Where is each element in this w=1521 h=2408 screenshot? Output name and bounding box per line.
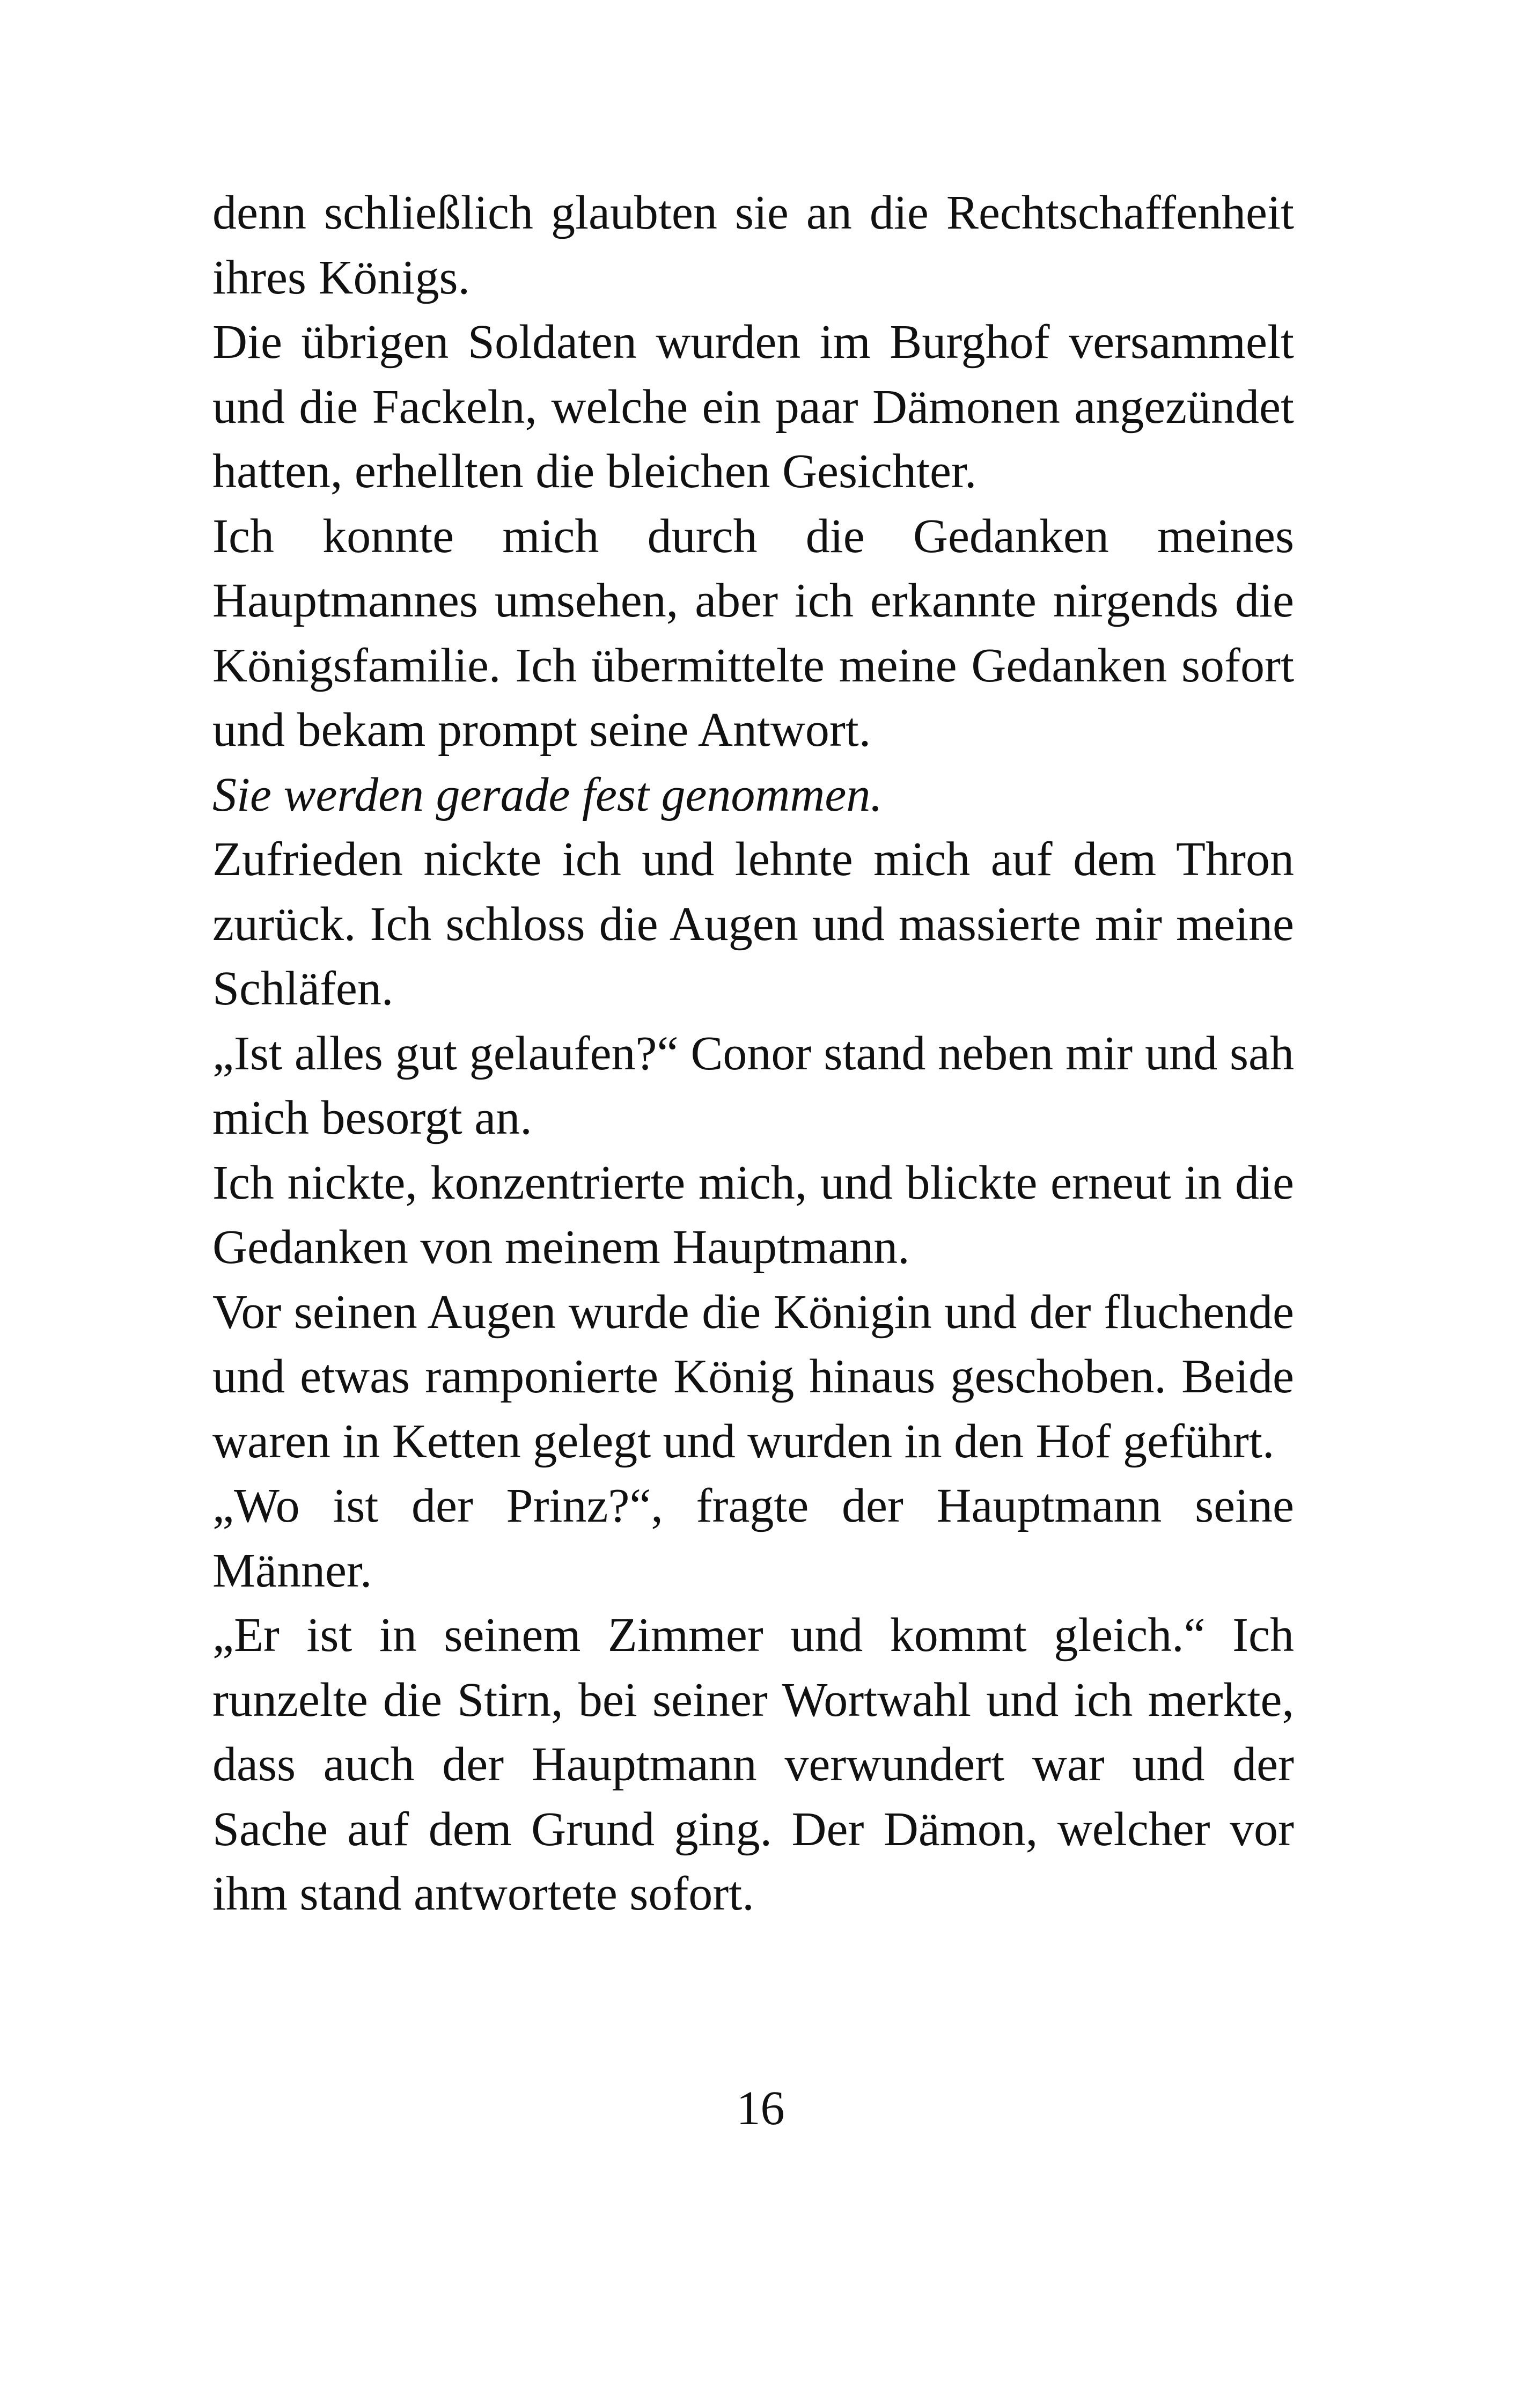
paragraph: Ich nickte, konzentrierte mich, und blickte erneut in die Gedanken von meinem Hauptmann. [212, 1156, 1294, 1274]
page-number: 16 [736, 2082, 785, 2135]
paragraph-italic-thought: Sie werden gerade fest genommen. [212, 768, 883, 821]
paragraph: „Ist alles gut gelaufen?“ Conor stand neben mir und sah mich besorgt an. [212, 1026, 1294, 1144]
body-text [212, 181, 1294, 1927]
paragraph: Die übrigen Soldaten wurden im Burghof versammelt und die Fackeln, welche ein paar Dämonen angezündet hatten, erhellten die bleichen Gesichter. [212, 315, 1294, 498]
paragraph: „Wo ist der Prinz?“, fragte der Hauptmann seine Männer. [212, 1479, 1294, 1597]
paragraph: Ich konnte mich durch die Gedanken meines Hauptmannes umsehen, aber ich erkannte nirgends die Königsfamilie. Ich übermittelte meine Gedanken sofort und bekam prompt seine Antwort. [212, 509, 1294, 757]
paragraph: Zufrieden nickte ich und lehnte mich auf dem Thron zurück. Ich schloss die Augen und massierte mir meine Schläfen. [212, 833, 1294, 1015]
paragraph: denn schließlich glaubten sie an die Rechtschaffenheit ihres Königs. [212, 186, 1294, 304]
paragraph: „Er ist in seinem Zimmer und kommt gleich.“ Ich runzelte die Stirn, bei seiner Wortwahl und ich merkte, dass auch der Hauptmann verwundert war und der Sache auf dem Grund ging. Der Dämon, welcher vor ihm stand antwortete sofort. [212, 1609, 1294, 1920]
paragraph: Vor seinen Augen wurde die Königin und der fluchende und etwas ramponierte König hinaus geschoben. Beide waren in Ketten gelegt und wurden in den Hof geführt. [212, 1285, 1294, 1468]
